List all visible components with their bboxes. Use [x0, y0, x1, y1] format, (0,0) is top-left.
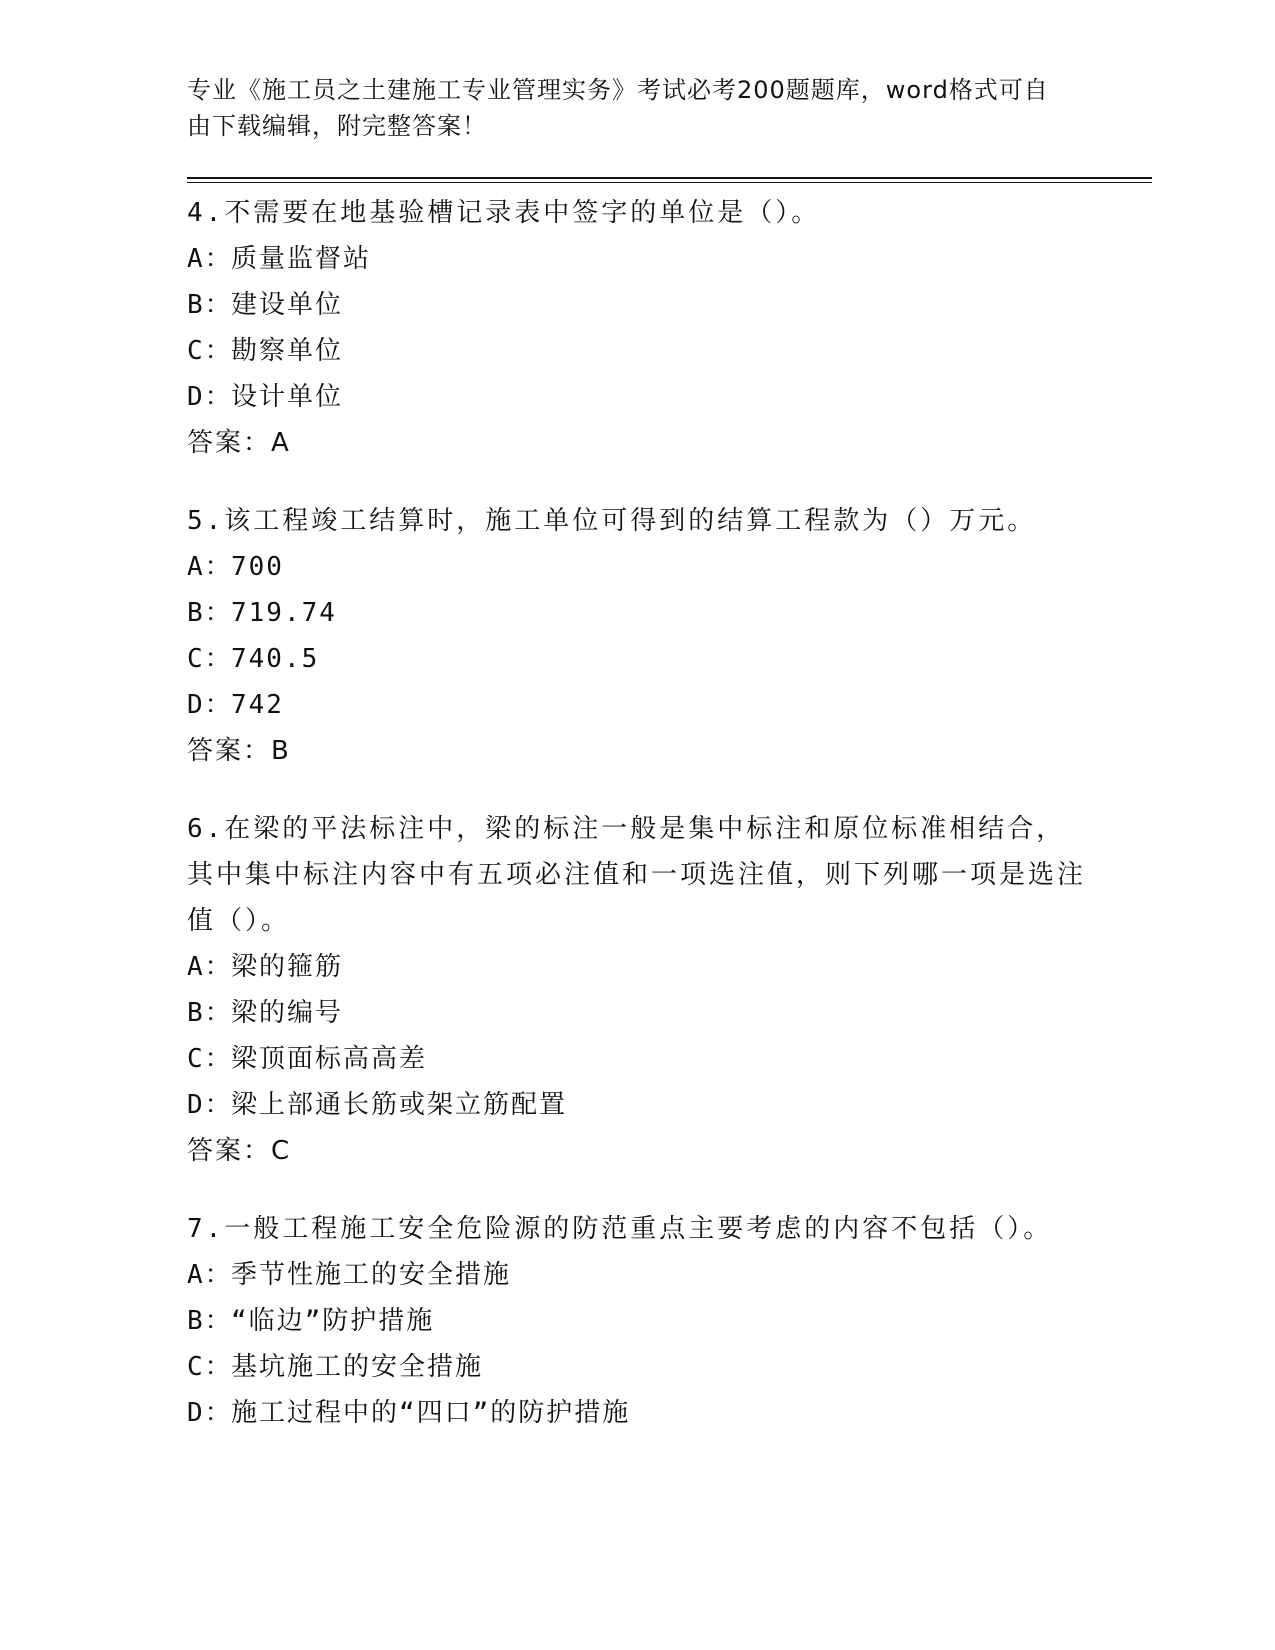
- option-letter: C：: [187, 644, 233, 674]
- option-letter: A：: [187, 244, 233, 274]
- option-b: [187, 990, 1087, 1036]
- option-a: [187, 1252, 1087, 1298]
- option-d: [187, 682, 1087, 728]
- option-b: [187, 1298, 1087, 1344]
- option-text: 建设单位: [231, 290, 344, 320]
- document-header: 专业《施工员之土建施工专业管理实务》考试必考200题题库，word格式可自由下载编辑，附完整答案！: [187, 76, 1049, 140]
- option-letter: C：: [187, 1044, 233, 1074]
- option-letter: D：: [187, 382, 233, 412]
- option-text: 719.74: [231, 598, 337, 628]
- option-text: 梁顶面标高高差: [231, 1044, 428, 1074]
- option-letter: A：: [187, 1260, 233, 1290]
- option-text: 基坑施工的安全措施: [231, 1352, 484, 1382]
- question-4: [187, 190, 1087, 466]
- option-c: [187, 636, 1087, 682]
- option-text: 梁的箍筋: [231, 952, 344, 982]
- answer-line: 答案：C: [187, 1136, 292, 1166]
- option-letter: B：: [187, 998, 233, 1028]
- option-c: [187, 328, 1087, 374]
- option-c: [187, 1344, 1087, 1390]
- question-6: [187, 806, 1087, 1174]
- option-d: [187, 1082, 1087, 1128]
- option-d: [187, 1390, 1087, 1436]
- option-letter: D：: [187, 690, 233, 720]
- option-letter: D：: [187, 1090, 233, 1120]
- option-text: 设计单位: [231, 382, 344, 412]
- option-d: [187, 374, 1087, 420]
- question-7: [187, 1206, 1087, 1436]
- option-letter: A：: [187, 952, 233, 982]
- option-a: [187, 544, 1087, 590]
- option-text: 季节性施工的安全措施: [231, 1260, 512, 1290]
- header-divider: [187, 177, 1152, 179]
- option-b: [187, 282, 1087, 328]
- question-stem: 7.一般工程施工安全危险源的防范重点主要考虑的内容不包括（）。: [187, 1214, 1053, 1244]
- option-a: [187, 944, 1087, 990]
- option-text: 700: [231, 552, 284, 582]
- option-b: [187, 590, 1087, 636]
- option-letter: D：: [187, 1398, 233, 1428]
- option-letter: C：: [187, 336, 233, 366]
- answer-line: 答案：A: [187, 428, 291, 458]
- option-c: [187, 1036, 1087, 1082]
- option-letter: B：: [187, 290, 233, 320]
- question-stem: 6.在梁的平法标注中，梁的标注一般是集中标注和原位标准相结合，其中集中标注内容中有五项必注值和一项选注值，则下列哪一项是选注值（）。: [187, 814, 1087, 936]
- question-stem: 4.不需要在地基验槽记录表中签字的单位是（）。: [187, 198, 821, 228]
- option-text: “临边”防护措施: [231, 1306, 435, 1336]
- option-text: 勘察单位: [231, 336, 344, 366]
- option-text: 施工过程中的“四口”的防护措施: [231, 1398, 631, 1428]
- question-list: [187, 190, 1087, 1468]
- answer-line: 答案：B: [187, 736, 291, 766]
- option-letter: B：: [187, 598, 233, 628]
- option-letter: C：: [187, 1352, 233, 1382]
- option-text: 742: [231, 690, 284, 720]
- option-letter: B：: [187, 1306, 233, 1336]
- option-a: [187, 236, 1087, 282]
- option-letter: A：: [187, 552, 233, 582]
- question-5: [187, 498, 1087, 774]
- option-text: 梁的编号: [231, 998, 344, 1028]
- option-text: 梁上部通长筋或架立筋配置: [231, 1090, 568, 1120]
- header-divider-thin: [187, 182, 1152, 183]
- option-text: 740.5: [231, 644, 320, 674]
- option-text: 质量监督站: [231, 244, 372, 274]
- question-stem: 5.该工程竣工结算时，施工单位可得到的结算工程款为（）万元。: [187, 506, 1037, 536]
